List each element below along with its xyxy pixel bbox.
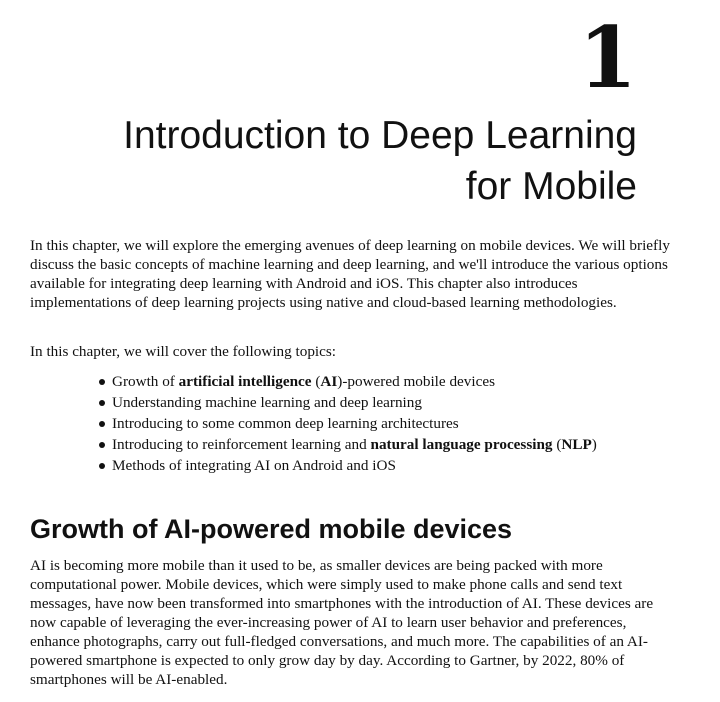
topic-item — [98, 414, 682, 435]
chapter-title — [17, 110, 637, 212]
chapter-title-line-1: Introduction to Deep Learning — [123, 114, 637, 157]
topic-bold-term: natural language processing — [370, 436, 553, 453]
topic-text: Methods of integrating AI on Android and iOS — [112, 457, 396, 474]
topic-item — [98, 393, 682, 414]
topics-lead: In this chapter, we will cover the following topics: — [30, 343, 337, 360]
topics-list — [30, 372, 682, 477]
topic-item — [98, 435, 682, 456]
topic-bold-acronym: AI — [320, 373, 338, 390]
chapter-number: 1 — [578, 8, 637, 107]
topic-text: ( — [311, 373, 321, 390]
topic-bold-term: artificial intelligence — [178, 373, 312, 390]
topic-item — [98, 372, 682, 393]
topic-item — [98, 456, 682, 477]
topic-text: Growth of — [112, 373, 179, 390]
topic-text: Introducing to reinforcement learning and — [112, 436, 371, 453]
topic-bold-acronym: NLP — [561, 436, 592, 453]
topic-text: ) — [591, 436, 597, 453]
topic-text: Introducing to some common deep learning architectures — [112, 415, 459, 432]
section-paragraph: AI is becoming more mobile than it used to be, as smaller devices are being packed with more computational power. Mobile devices, which were simply used to make phone calls and send text messages, have now been transformed into smartphones with the introduction of AI. These devices are now capable of leveraging the ever-increasing power of AI to learn user behavior and preferences, enhance photographs, carry out full-fledged conversations, and much more. The capabilities of an AI-powered smartphone is expected to only grow day by day. According to Gartner, by 2022, 80% of smartphones will be AI-enabled. — [30, 557, 654, 688]
chapter-intro — [30, 236, 682, 477]
topic-text: Understanding machine learning and deep learning — [112, 394, 422, 411]
intro-paragraph: In this chapter, we will explore the emerging avenues of deep learning on mobile devices. We will briefly discuss the basic concepts of machine learning and deep learning, and we'll introduce the various options available for integrating deep learning with Android and iOS. This chapter also introduces implementations of deep learning projects using native and cloud-based learning methodologies. — [30, 237, 670, 311]
chapter-title-line-2: for Mobile — [465, 165, 637, 208]
topic-text: )-powered mobile devices — [337, 373, 495, 390]
section-heading: Growth of AI-powered mobile devices — [30, 514, 513, 544]
topic-text: ( — [552, 436, 562, 453]
